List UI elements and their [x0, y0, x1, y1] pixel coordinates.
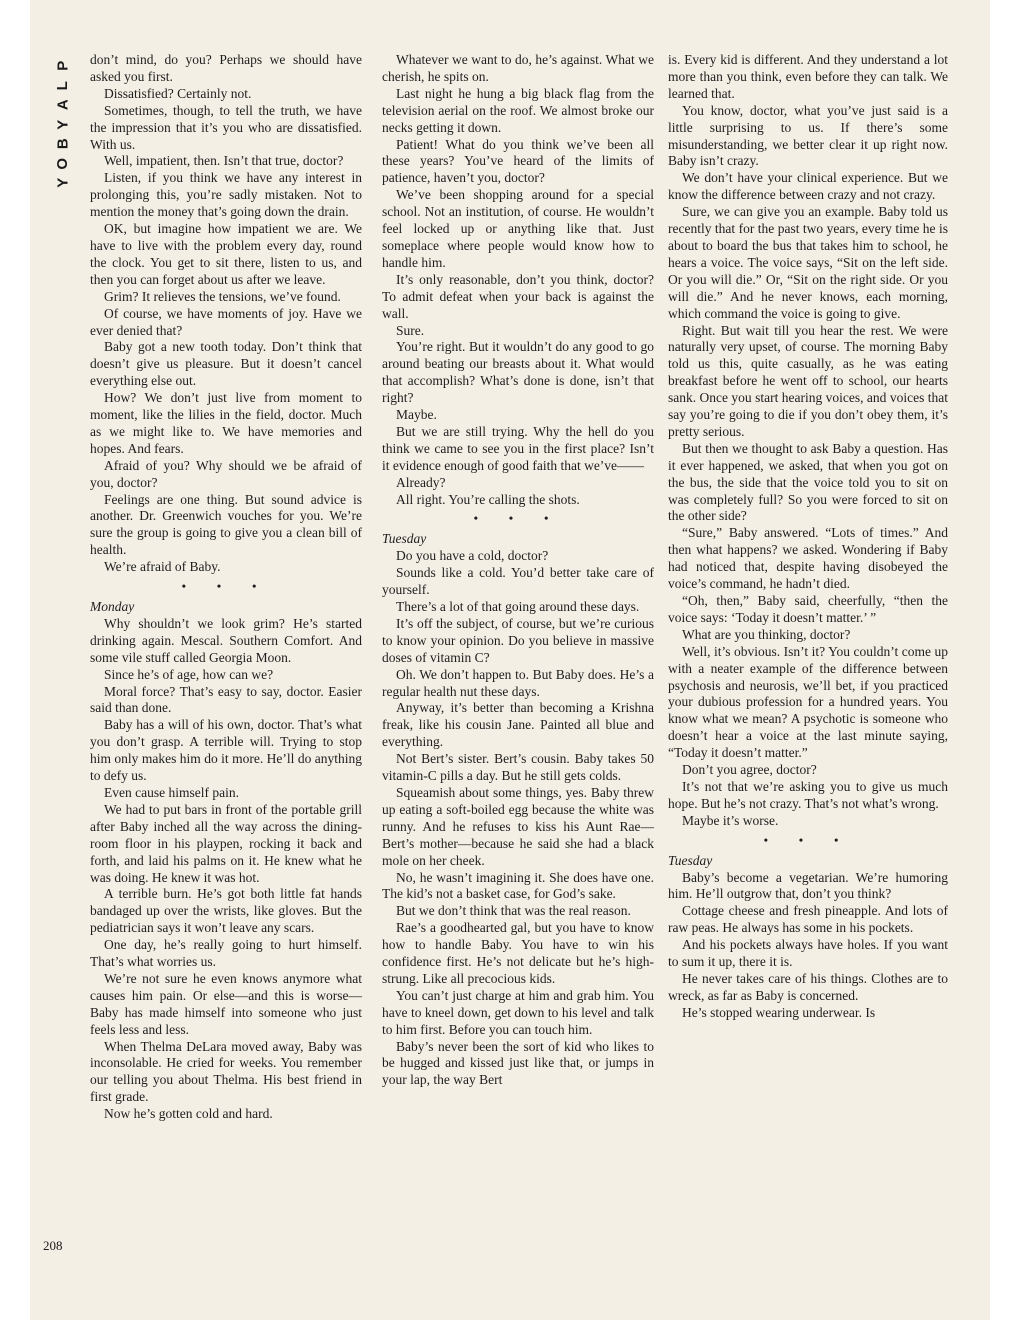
paragraph: “Sure,” Baby answered. “Lots of times.” And then what happens? we asked. Wondering if Baby had noticed that, despite having disobeyed the voice’s command, he hadn’t died.	[668, 525, 948, 592]
paragraph: We’ve been shopping around for a special school. Not an institution, of course. He wouldn’t feel locked up or anything like that. Just someplace where people would know how to handle him.	[382, 187, 654, 270]
paragraph: He’s stopped wearing underwear. Is	[682, 1004, 876, 1020]
text-column-1	[90, 52, 362, 1123]
paragraph: No, he wasn’t imagining it. She does have one. The kid’s not a basket case, for God’s sake.	[382, 869, 654, 902]
paragraph: is. Every kid is different. And they understand a lot more than you think, even before they can talk. We learned that.	[668, 52, 948, 101]
paragraph: Well, impatient, then. Isn’t that true, doctor?	[104, 153, 344, 169]
paragraph: When Thelma DeLara moved away, Baby was inconsolable. He cried for weeks. You remember our telling you about Thelma. His best friend in first grade.	[90, 1038, 362, 1105]
paragraph: Since he’s of age, how can we?	[104, 666, 274, 682]
paragraph: “Oh, then,” Baby said, cheerfully, “then the voice says: ‘Today it doesn’t matter.’ ”	[668, 593, 948, 625]
paragraph: You know, doctor, what you’ve just said is a little surprising to us. If there’s some misunderstanding, we better clear it up right now. Baby isn’t crazy.	[668, 102, 948, 169]
paragraph: Listen, if you think we have any interest in prolonging this, you’re sadly mistaken. Not to mention the money that’s going down the drain.	[90, 170, 362, 220]
paragraph: Sure.	[396, 322, 425, 338]
paragraph: What are you thinking, doctor?	[682, 626, 851, 642]
paragraph: Even cause himself pain.	[104, 784, 239, 800]
section-separator: • • •	[763, 832, 853, 847]
paragraph: But we are still trying. Why the hell do you think we came to see you in the first place? Isn’t it evidence enough of good faith that we’ve——	[382, 423, 654, 473]
paragraph: Rae’s a goodhearted gal, but you have to know how to handle Baby. You have to win his confidence first. He’s not delicate but he’s high-strung. Like all precocious kids.	[382, 920, 654, 986]
text-column-3	[668, 52, 948, 1022]
paragraph: How? We don’t just live from moment to moment, like the lilies in the field, doctor. Much as we might like to. We have memories and hopes. And fears.	[90, 390, 362, 456]
paragraph: One day, he’s really going to hurt himself. That’s what worries us.	[90, 937, 362, 970]
logo-letter: Y	[54, 177, 72, 188]
paragraph: We’re not sure he even knows anymore what causes him pain. Or else—and this is worse—Baby has made himself into someone who just feels less and less.	[90, 970, 362, 1037]
paragraph: Moral force? That’s easy to say, doctor. Easier said than done.	[90, 683, 362, 716]
paragraph: Why shouldn’t we look grim? He’s started drinking again. Mescal. Southern Comfort. And some vile stuff called Georgia Moon.	[90, 615, 362, 665]
paragraph: Patient! What do you think we’ve been all these years? You’ve heard of the limits of patience, haven’t you, doctor?	[382, 136, 654, 186]
paragraph: A terrible burn. He’s got both little fat hands bandaged up over the wrists, like gloves. But the pediatrician says it won’t leave any scars.	[90, 886, 362, 936]
paragraph: You can’t just charge at him and grab him. You have to kneel down, get down to his level and talk to him first. Before you can touch him.	[382, 987, 654, 1037]
paragraph: But we don’t think that was the real reason.	[396, 903, 631, 919]
paragraph: Right. But wait till you hear the rest. We were naturally very upset, of course. The morning Baby told us this, quite casually, as he was eating breakfast before he went off to school, our hearts sank. Once you start hearing voices, and voices that say you’re going to die if you don’t obey them, it’s pretty serious.	[668, 322, 948, 439]
paragraph: Feelings are one thing. But sound advice is another. Dr. Greenwich vouches for you. We’re sure the group is going to give you a clean bill of health.	[90, 491, 362, 558]
section-separator: • • •	[181, 579, 271, 594]
paragraph: Anyway, it’s better than becoming a Krishna freak, like his cousin Jane. Painted all blue and everything.	[382, 700, 654, 750]
section-separator: • • •	[473, 511, 563, 526]
paragraph: Baby has a will of his own, doctor. That’s what you don’t grasp. A terrible will. Trying to stop him only makes him do it more. He’ll do anything to defy us.	[90, 717, 362, 784]
paragraph: And his pockets always have holes. If you want to sum it up, there it is.	[668, 937, 948, 970]
paragraph: Sometimes, though, to tell the truth, we have the impression that it’s you who are dissatisfied. With us.	[90, 102, 362, 152]
paragraph: We’re afraid of Baby.	[104, 559, 221, 575]
paragraph: Grim? It relieves the tensions, we’ve found.	[104, 288, 341, 304]
paragraph: Maybe it’s worse.	[682, 812, 779, 828]
paragraph: Sounds like a cold. You’d better take care of yourself.	[382, 565, 654, 598]
paragraph: Whatever we want to do, he’s against. What we cherish, he spits on.	[382, 52, 654, 84]
paragraph: Cottage cheese and fresh pineapple. And lots of raw peas. He always has some in his pockets.	[668, 903, 948, 936]
paragraph: OK, but imagine how impatient we are. We have to live with the problem every day, round the clock. You get to sit there, listen to us, and then you can forget about us after we leave.	[90, 221, 362, 287]
left-gutter	[0, 0, 30, 1320]
paragraph: He never takes care of his things. Clothes are to wreck, as far as Baby is concerned.	[668, 970, 948, 1003]
paragraph: Dissatisfied? Certainly not.	[104, 85, 252, 101]
paragraph: There’s a lot of that going around these days.	[396, 599, 640, 614]
paragraph: It’s only reasonable, don’t you think, doctor? To admit defeat when your back is against the wall.	[382, 271, 654, 321]
logo-letter: B	[54, 138, 72, 150]
logo-letter: P	[54, 60, 72, 71]
paragraph: Maybe.	[396, 407, 437, 423]
paragraph: Already?	[396, 474, 446, 490]
paragraph: Of course, we have moments of joy. Have we ever denied that?	[90, 305, 362, 338]
paragraph: don’t mind, do you? Perhaps we should have asked you first.	[90, 52, 362, 84]
paragraph: Don’t you agree, doctor?	[682, 762, 817, 778]
paragraph: Baby got a new tooth today. Don’t think that doesn’t give us pleasure. But it doesn’t cancel everything else out.	[90, 339, 362, 389]
paragraph: Squeamish about some things, yes. Baby threw up eating a soft-boiled egg because the white was runny. And he refuses to kiss his Aunt Rae—Bert’s mother—because he said she had a black mole on her cheek.	[382, 784, 654, 868]
paragraph: Oh. We don’t happen to. But Baby does. He’s a regular health nut these days.	[382, 666, 654, 699]
paragraph: But then we thought to ask Baby a question. Has it ever happened, we asked, that when you got on the bus, the side that the voice told you to sit on was completely full? So you were forced to sit on the other side?	[668, 440, 948, 524]
paragraph: Last night he hung a big black flag from the television aerial on the roof. We almost broke our necks getting it down.	[382, 85, 654, 135]
day-heading: Tuesday	[668, 852, 713, 868]
paragraph: It’s off the subject, of course, but we’re curious to know your opinion. Do you believe in massive doses of vitamin C?	[382, 615, 654, 665]
paragraph: Baby’s become a vegetarian. We’re humoring him. He’ll outgrow that, don’t you think?	[668, 869, 948, 902]
logo-letter: O	[54, 157, 72, 170]
paragraph: We don’t have your clinical experience. But we know the difference between crazy and not crazy.	[668, 170, 948, 203]
page-number: 208	[43, 1238, 63, 1253]
paragraph: Well, it’s obvious. Isn’t it? You couldn’t come up with a neater example of the difference between psychosis and neurosis, we’ll bet, if you practiced your dubious profession for a hundred years. You know what we mean? A psychotic is someone who doesn’t hear a voice at the last minute saying, “Today it doesn’t matter.”	[668, 643, 948, 761]
day-heading: Tuesday	[382, 531, 427, 547]
logo-letter: L	[54, 80, 72, 90]
paragraph: Not Bert’s sister. Bert’s cousin. Baby takes 50 vitamin-C pills a day. But he still gets colds.	[382, 751, 654, 784]
paragraph: Afraid of you? Why should we be afraid of you, doctor?	[90, 457, 362, 490]
text-column-2	[382, 52, 654, 1089]
playboy-vertical-logo	[54, 56, 72, 193]
paragraph: Baby’s never been the sort of kid who likes to be hugged and kissed just like that, or jumps in your lap, the way Bert	[382, 1038, 654, 1088]
paragraph: We had to put bars in front of the portable grill after Baby inched all the way across the dining-room floor in his playpen, rocking it back and forth, and laid his palms on it. He knew what he was doing. He knew it was hot.	[90, 801, 362, 885]
paragraph: Now he’s gotten cold and hard.	[104, 1106, 273, 1122]
logo-letter: Y	[54, 119, 72, 130]
paragraph: Sure, we can give you an example. Baby told us recently that for the past two years, every time he is about to board the bus that takes him to school, he hears a voice. The voice says, “Sit on the left side. Or you will die.” Or, “Sit on the right side. Or you will die.” And he never knows, each morning, which command the voice is going to give.	[668, 204, 948, 321]
paragraph: Do you have a cold, doctor?	[396, 548, 549, 564]
paragraph: It’s not that we’re asking you to give us much hope. But he’s not crazy. That’s not what’s wrong.	[668, 778, 948, 811]
paragraph: You’re right. But it wouldn’t do any good to go around beating our breasts about it. What would that accomplish? What’s done is done, isn’t that right?	[382, 339, 654, 406]
logo-letter: A	[54, 99, 72, 111]
paragraph: All right. You’re calling the shots.	[396, 491, 580, 507]
day-heading: Monday	[90, 599, 135, 614]
